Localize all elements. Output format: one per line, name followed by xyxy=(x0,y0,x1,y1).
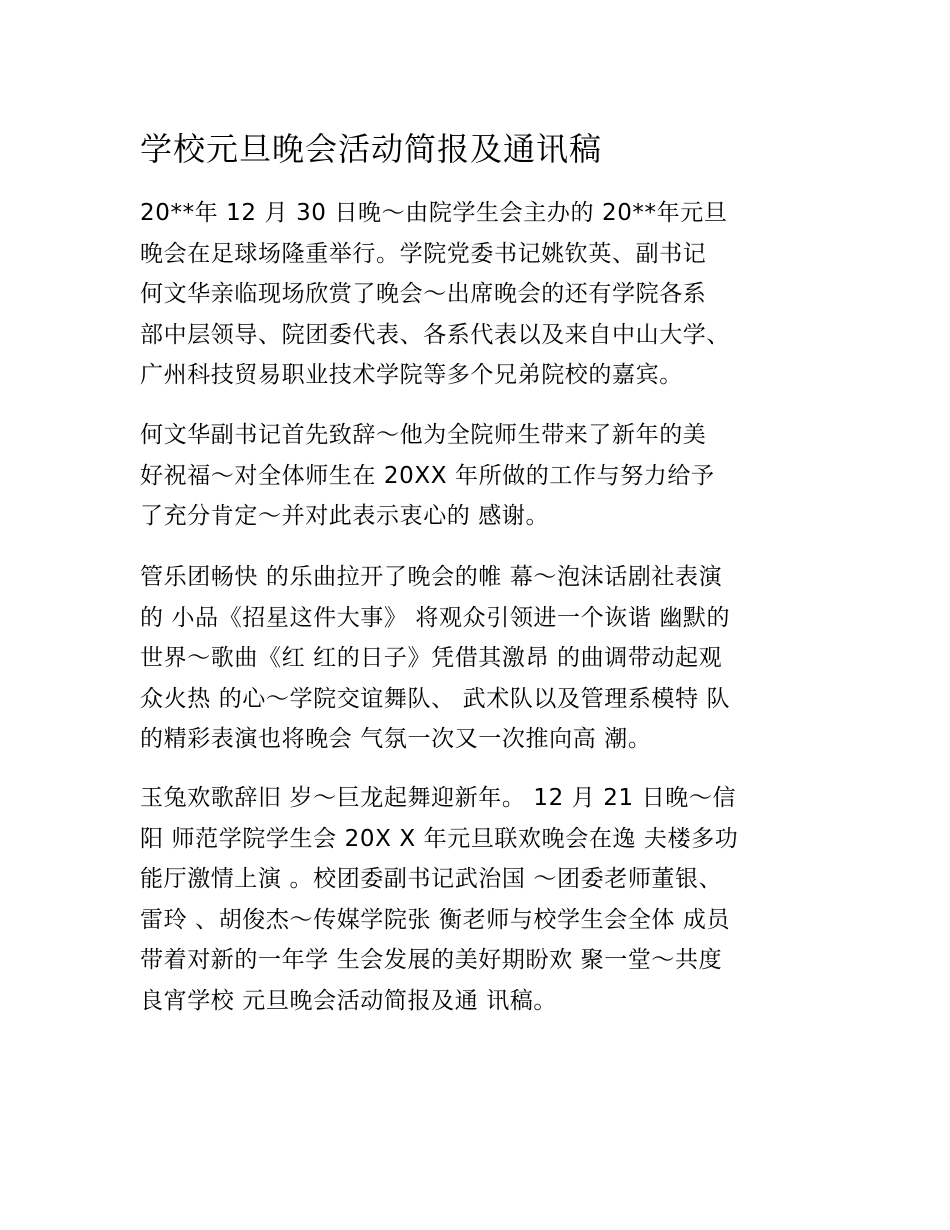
paragraph-4 xyxy=(140,778,820,1021)
paragraph-2 xyxy=(140,415,820,537)
paragraph-line: 何文华副书记首先致辞～他为全院师生带来了新年的美 xyxy=(140,422,707,448)
paragraph-line: 广州科技贸易职业技术学院等多个兄弟院校的嘉宾。 xyxy=(140,362,683,388)
paragraph-line: 晚会在足球场隆重举行。学院党委书记姚钦英、副书记 xyxy=(140,240,707,267)
paragraph-1 xyxy=(140,193,820,396)
paragraph-line: 何文华亲临现场欣赏了晚会～出席晚会的还有学院各系 xyxy=(140,281,707,307)
paragraph-line: 阳 师范学院学生会 20X X 年元旦联欢晚会在逸 夫楼多功 xyxy=(140,825,739,852)
paragraph-line: 好祝福～对全体师生在 20XX 年所做的工作与努力给予 xyxy=(140,462,715,489)
paragraph-line: 的 小品《招星这件大事》 将观众引领进一个诙谐 幽默的 xyxy=(140,604,731,631)
paragraph-line: 部中层领导、院团委代表、各系代表以及来自中山大学、 xyxy=(140,321,730,348)
paragraph-line: 的精彩表演也将晚会 气氛一次又一次推向高 潮。 xyxy=(140,726,652,752)
paragraph-line: 管乐团畅快 的乐曲拉开了晚会的帷 幕～泡沫话剧社表演 xyxy=(140,564,723,590)
paragraph-line: 众火热 的心～学院交谊舞队、 武术队以及管理系模特 队 xyxy=(140,685,731,712)
paragraph-3 xyxy=(140,557,820,760)
paragraph-line: 能厅激情上演 。校团委副书记武治国 ～团委老师董银、 xyxy=(140,866,723,892)
paragraph-line: 带着对新的一年学 生会发展的美好期盼欢 聚一堂～共度 xyxy=(140,947,723,973)
paragraph-line: 雷玲 、胡俊杰～传媒学院张 衡老师与校学生会全体 成员 xyxy=(140,906,731,933)
document-title: 学校元旦晚会活动简报及通讯稿 xyxy=(140,130,603,168)
paragraph-line: 世界～歌曲《红 红的日子》凭借其激昂 的曲调带动起观 xyxy=(140,645,723,671)
paragraph-line: 玉兔欢歌辞旧 岁～巨龙起舞迎新年。 12 月 21 日晚～信 xyxy=(140,785,737,811)
paragraph-line: 良宵学校 元旦晚会活动简报及通 讯稿。 xyxy=(140,987,558,1014)
paragraph-line: 20**年 12 月 30 日晚～由院学生会主办的 20**年元旦 xyxy=(140,200,728,226)
paragraph-line: 了充分肯定～并对此表示衷心的 感谢。 xyxy=(140,503,550,529)
